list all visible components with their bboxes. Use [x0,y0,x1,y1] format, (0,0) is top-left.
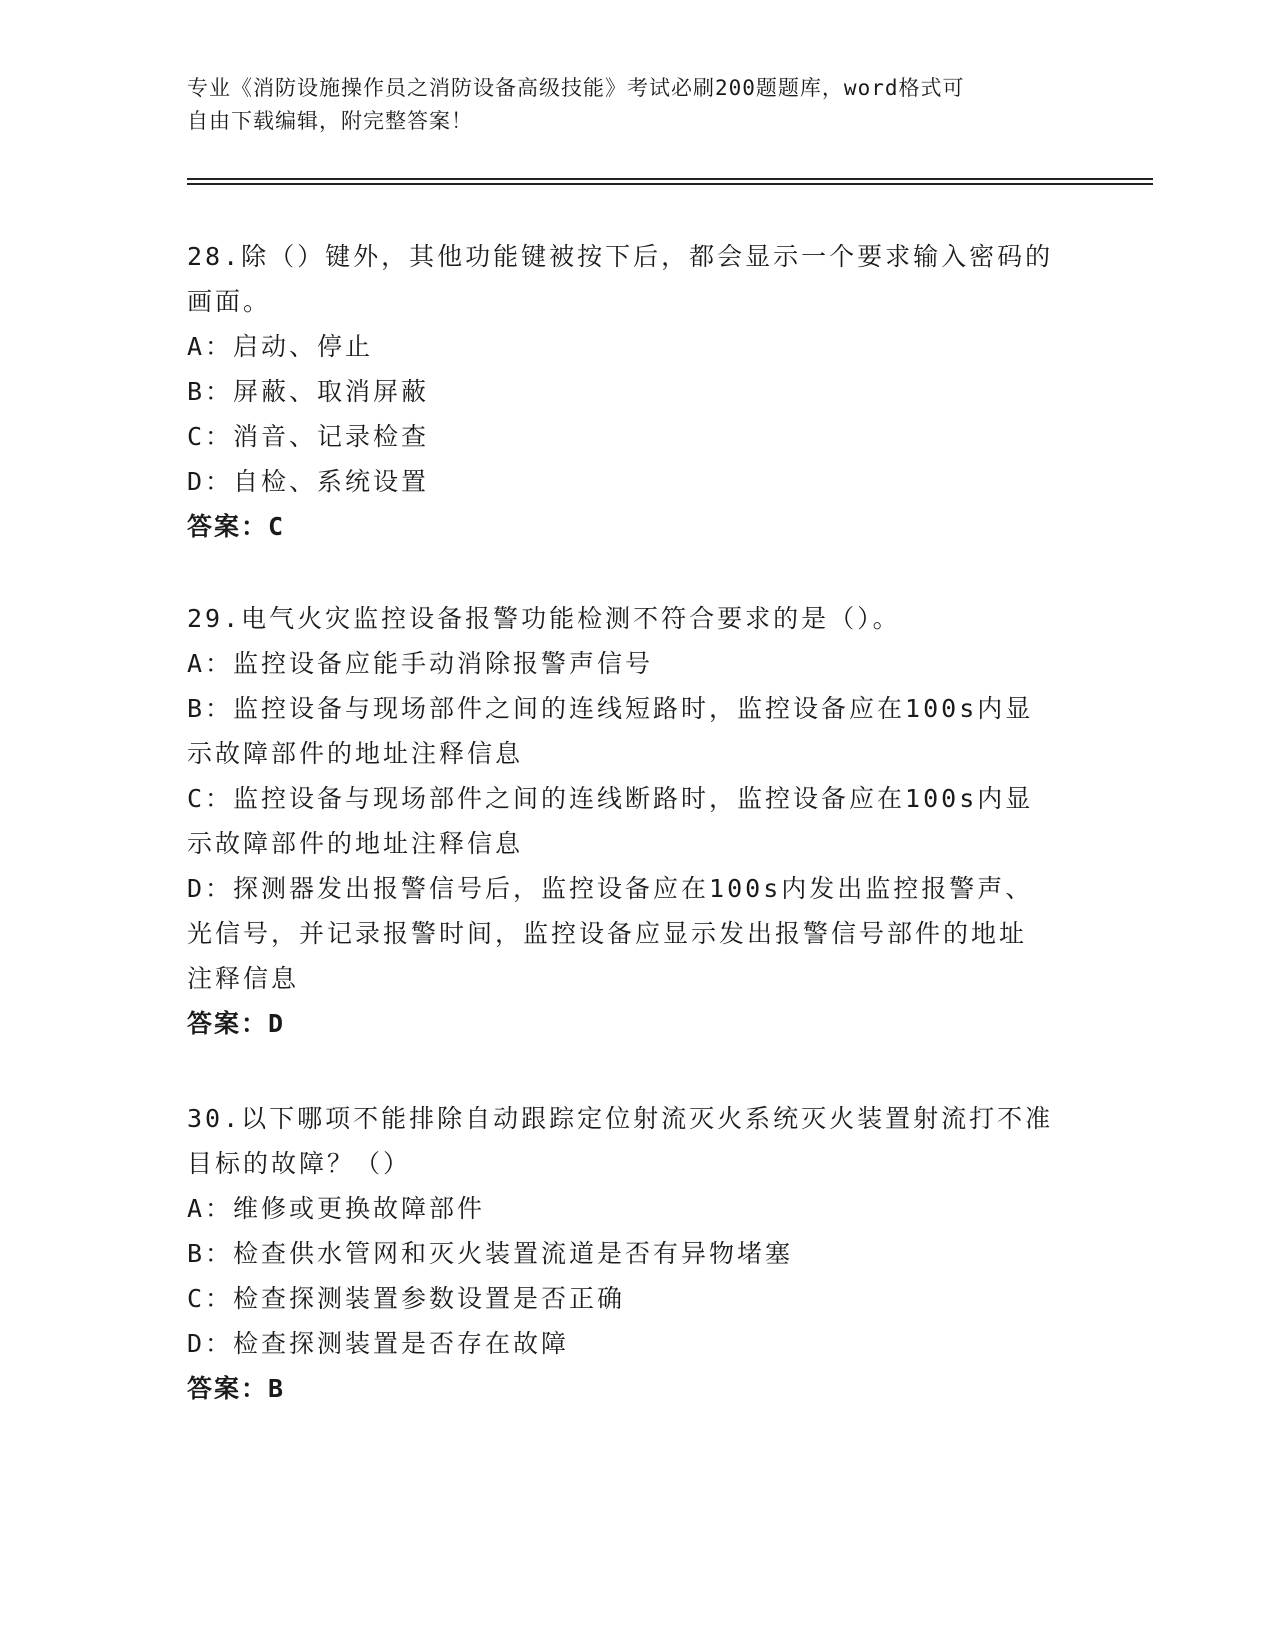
question-stem-line: 29.电气火灾监控设备报警功能检测不符合要求的是（）。 [187,604,901,633]
option-b-line-2: 示故障部件的地址注释信息 [187,739,524,768]
header-divider-bottom [187,183,1153,185]
question-stem-line: 目标的故障？（） [187,1149,412,1178]
option-c-line-1: C：监控设备与现场部件之间的连线断路时，监控设备应在100s内显 [187,784,1034,813]
option-d-line-1: D：探测器发出报警信号后，监控设备应在100s内发出监控报警声、 [187,874,1034,903]
option-a: A：启动、停止 [187,332,374,361]
option-c: C：消音、记录检查 [187,422,430,451]
question-stem-line: 30.以下哪项不能排除自动跟踪定位射流灭火系统灭火装置射流打不准 [187,1104,1054,1133]
question-29 [187,596,1067,1046]
header-line-1: 专业《消防设施操作员之消防设备高级技能》考试必刷200题题库，word格式可 [187,76,965,100]
option-d: D：检查探测装置是否存在故障 [187,1329,570,1358]
document-header [187,72,1067,138]
option-c-line-2: 示故障部件的地址注释信息 [187,829,524,858]
option-b: B：屏蔽、取消屏蔽 [187,377,430,406]
answer: 答案：B [187,1374,286,1403]
question-30 [187,1096,1067,1411]
option-d-line-3: 注释信息 [187,964,300,993]
option-a: A：监控设备应能手动消除报警声信号 [187,649,654,678]
option-d-line-2: 光信号，并记录报警时间，监控设备应显示发出报警信号部件的地址 [187,919,1028,948]
question-stem-line: 28.除（）键外，其他功能键被按下后，都会显示一个要求输入密码的 [187,242,1054,271]
option-a: A：维修或更换故障部件 [187,1194,486,1223]
header-line-2: 自由下载编辑，附完整答案！ [187,109,473,133]
question-stem-line: 画面。 [187,287,272,316]
answer: 答案：C [187,512,286,541]
option-b-line-1: B：监控设备与现场部件之间的连线短路时，监控设备应在100s内显 [187,694,1034,723]
header-divider-top [187,178,1153,180]
question-28 [187,234,1067,549]
option-b: B：检查供水管网和灭火装置流道是否有异物堵塞 [187,1239,794,1268]
option-c: C：检查探测装置参数设置是否正确 [187,1284,626,1313]
option-d: D：自检、系统设置 [187,467,430,496]
answer: 答案：D [187,1009,286,1038]
